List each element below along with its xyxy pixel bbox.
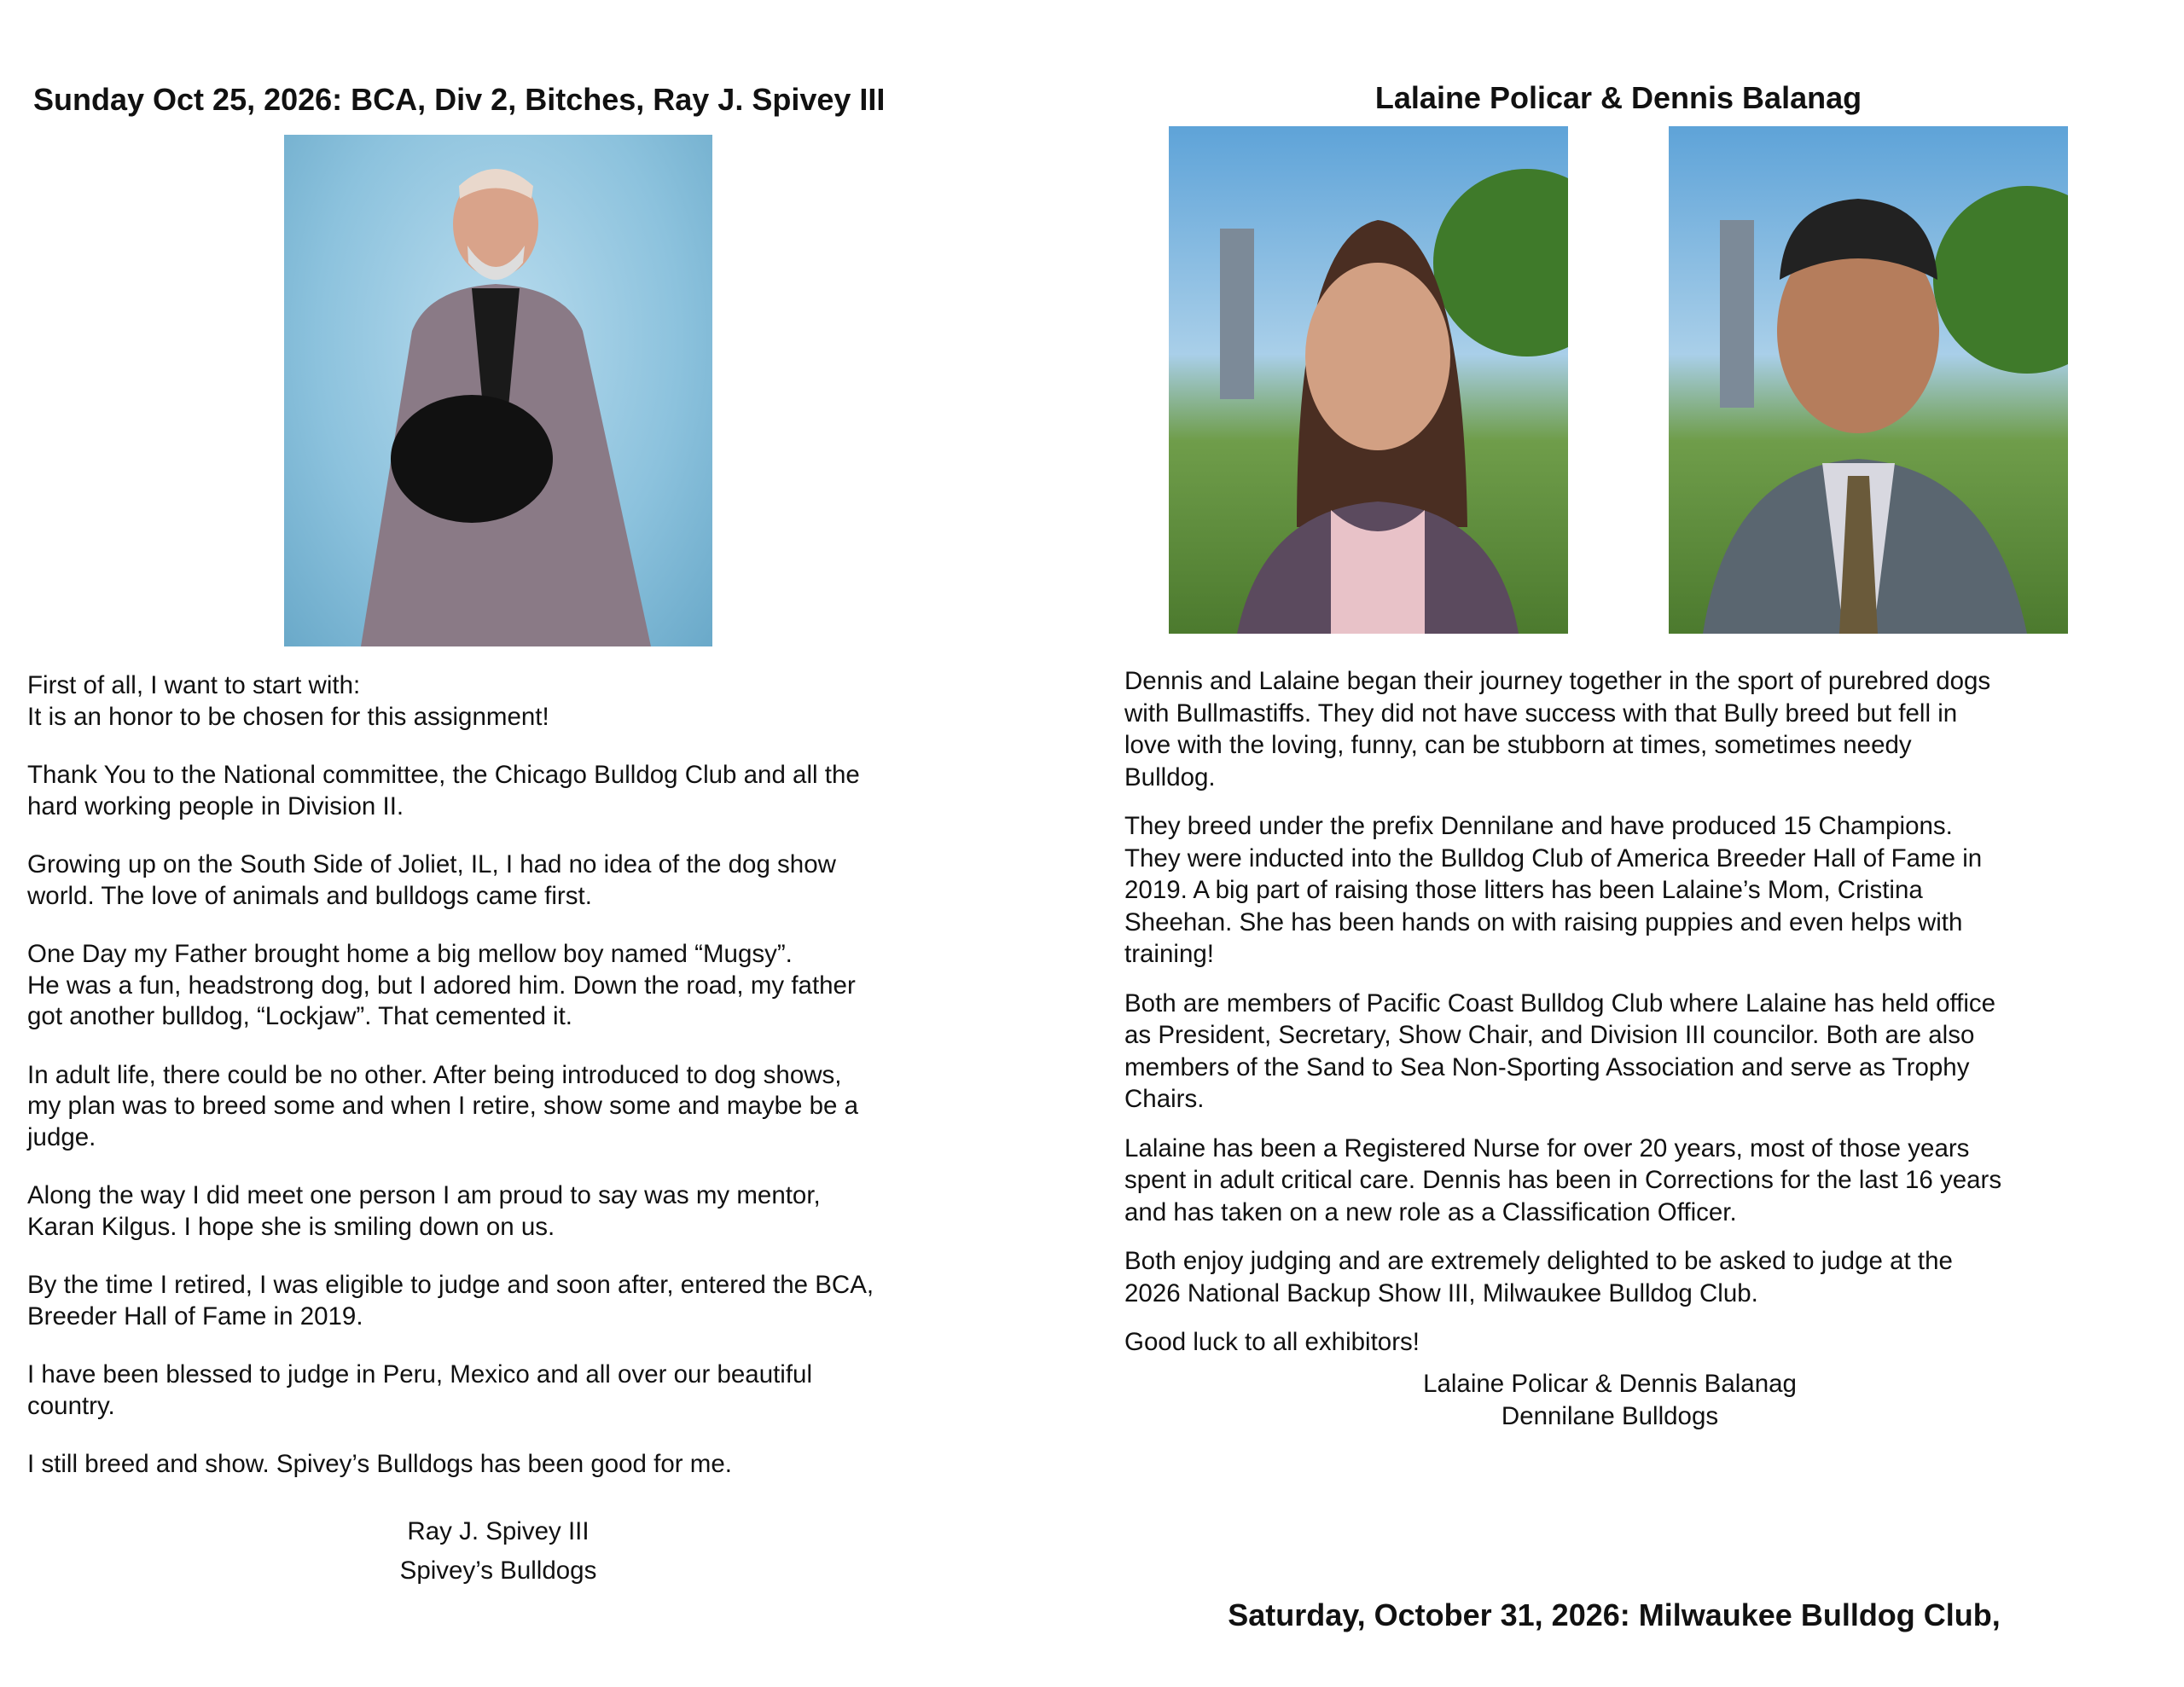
right-page-title: Lalaine Policar & Dennis Balanag	[1374, 80, 1862, 115]
paragraph: First of all, I want to start with: It is an honor to be chosen for this assignment!	[27, 671, 549, 731]
paragraph: One Day my Father brought home a big mellow boy named “Mugsy”. He was a fun, headstrong dog, but I adored him. Down the road, my father got another bulldog, “Lockjaw”. That cemented it.	[27, 940, 856, 1030]
left-article-body	[27, 670, 974, 1508]
paragraph: Dennis and Lalaine began their journey together in the sport of purebred dogs with Bullmastiffs. They did not have success with that Bully breed but fell in love with the loving, funny, can be stubborn at times, sometimes needy Bulldog.	[1124, 667, 1991, 791]
paragraph: Thank You to the National committee, the Chicago Bulldog Club and all the hard working people in Division II.	[27, 761, 860, 820]
left-signature	[285, 1512, 712, 1591]
paragraph: Growing up on the South Side of Joliet, IL, I had no idea of the dog show world. The love of animals and bulldogs came first.	[27, 850, 836, 910]
judge-photo-lalaine-policar	[1169, 126, 1568, 634]
judge-photo-dennis-balanag	[1669, 126, 2068, 634]
paragraph: Both enjoy judging and are extremely delighted to be asked to judge at the 2026 National Backup Show III, Milwaukee Bulldog Club.	[1124, 1247, 1953, 1307]
signature-kennel: Dennilane Bulldogs	[1501, 1402, 1719, 1430]
paragraph: They breed under the prefix Dennilane and have produced 15 Champions. They were inducted into the Bulldog Club of America Breeder Hall of Fame in 2019. A big part of raising those litters has been Lalaine’s Mom, Cristina Sheehan. She has been hands on with raising puppies and even helps with training!	[1124, 812, 1983, 968]
signature-name: Ray J. Spivey III	[407, 1517, 590, 1545]
judge-photo-ray-spivey	[284, 135, 712, 646]
signature-kennel: Spivey’s Bulldogs	[399, 1557, 597, 1585]
paragraph: Along the way I did meet one person I am proud to say was my mentor, Karan Kilgus. I hope she is smiling down on us.	[27, 1181, 821, 1241]
paragraph: By the time I retired, I was eligible to judge and soon after, entered the BCA, Breeder Hall of Fame in 2019.	[27, 1271, 874, 1330]
next-section-title: Saturday, October 31, 2026: Milwaukee Bulldog Club,	[1228, 1597, 2001, 1632]
paragraph: I still breed and show. Spivey’s Bulldogs has been good for me.	[27, 1450, 732, 1478]
paragraph: Both are members of Pacific Coast Bulldog Club where Lalaine has held office as President, Secretary, Show Chair, and Division III councilor. Both are also members of the Sand to Sea Non-Sporting Association and serve as Trophy Chairs.	[1124, 988, 1996, 1113]
paragraph: I have been blessed to judge in Peru, Mexico and all over our beautiful country.	[27, 1360, 813, 1420]
signature-names: Lalaine Policar & Dennis Balanag	[1423, 1370, 1797, 1398]
left-page-title: Sunday Oct 25, 2026: BCA, Div 2, Bitches, Ray J. Spivey III	[33, 82, 886, 117]
paragraph: Lalaine has been a Registered Nurse for over 20 years, most of those years spent in adult critical care. Dennis has been in Corrections for the last 16 years and has taken on a new role as a Classification Officer.	[1124, 1133, 2002, 1226]
right-article-body	[1124, 665, 2106, 1376]
paragraph: In adult life, there could be no other. After being introduced to dog shows, my plan was to breed some and when I retire, show some and maybe be a judge.	[27, 1060, 859, 1151]
paragraph: Good luck to all exhibitors!	[1124, 1328, 1420, 1356]
right-signature	[1169, 1368, 2051, 1433]
